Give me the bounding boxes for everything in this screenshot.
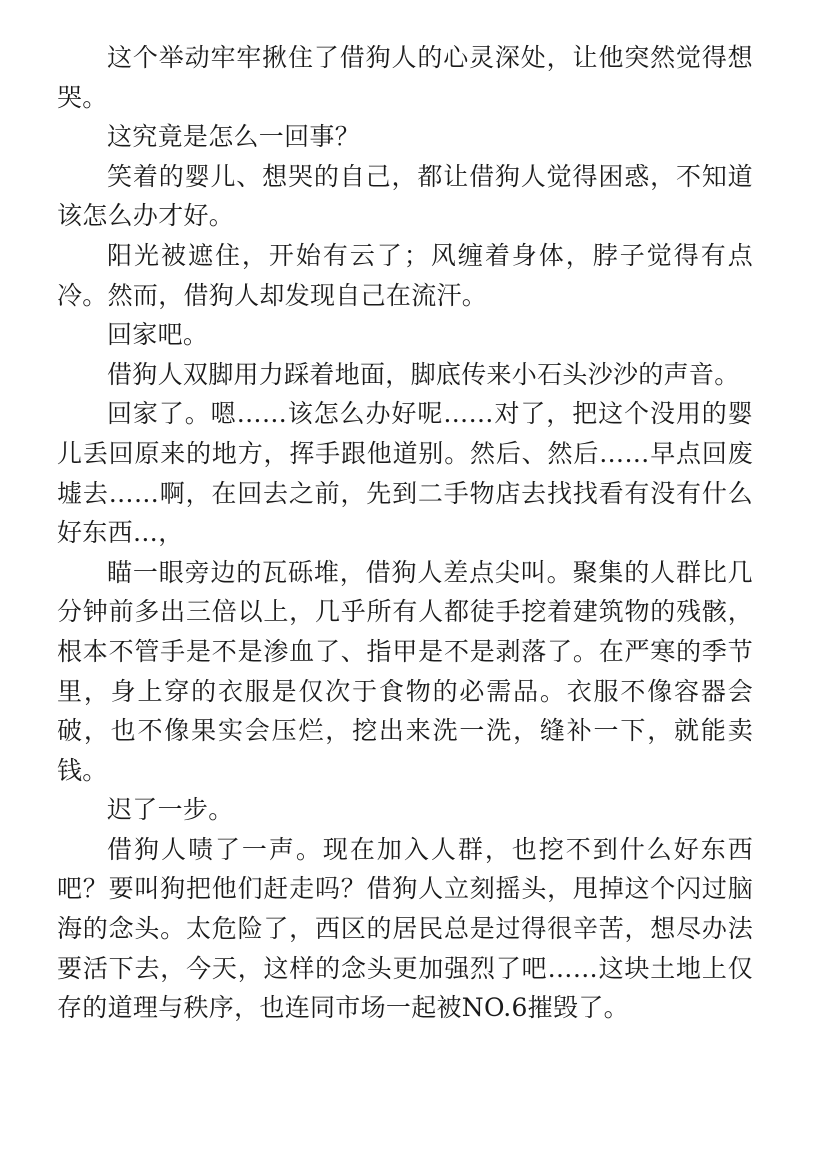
paragraph-1: 这个举动牢牢揪住了借狗人的心灵深处，让他突然觉得想哭。 bbox=[57, 43, 753, 112]
paragraph-5: 回家吧。 bbox=[107, 320, 209, 350]
paragraph-2: 这究竟是怎么一回事？ bbox=[107, 122, 361, 152]
paragraph-3: 笑着的婴儿、想哭的自己，都让借狗人觉得困惑，不知道该怎么办才好。 bbox=[57, 161, 753, 231]
paragraph-8: 瞄一眼旁边的瓦砾堆，借狗人差点尖叫。聚集的人群比几分钟前多出三倍以上，几乎所有人都徒手挖着建筑物的残骸，根本不管手是不是渗血了、指甲是不是剥落了。在严寒的季节里，身上穿的衣服是仅次于食物的必需品。衣服不像容器会破，也不像果实会压烂，挖出来洗一洗，缝补一下，就能卖钱。 bbox=[57, 557, 753, 785]
paragraph-6: 借狗人双脚用力踩着地面，脚底传来小石头沙沙的声音。 bbox=[107, 359, 740, 389]
paragraph-10: 借狗人啧了一声。现在加入人群，也挖不到什么好东西吧？要叫狗把他们赶走吗？借狗人立刻摇头，甩掉这个闪过脑海的念头。太危险了，西区的居民总是过得很辛苦，想尽办法要活下去，今天，这样的念头更加强烈了吧……这块土地上仅存的道理与秩序，也连同市场一起被NO.6摧毁了。 bbox=[57, 834, 753, 1023]
text-body bbox=[57, 38, 753, 1028]
paragraph-4: 阳光被遮住，开始有云了；风缠着身体，脖子觉得有点冷。然而，借狗人却发现自己在流汗。 bbox=[57, 240, 753, 310]
paragraph-9: 迟了一步。 bbox=[107, 795, 234, 825]
paragraph-7: 回家了。嗯……该怎么办好呢……对了，把这个没用的婴儿丢回原来的地方，挥手跟他道别。然后、然后……早点回废墟去……啊，在回去之前，先到二手物店去找找看有没有什么好东西…， bbox=[57, 399, 753, 548]
